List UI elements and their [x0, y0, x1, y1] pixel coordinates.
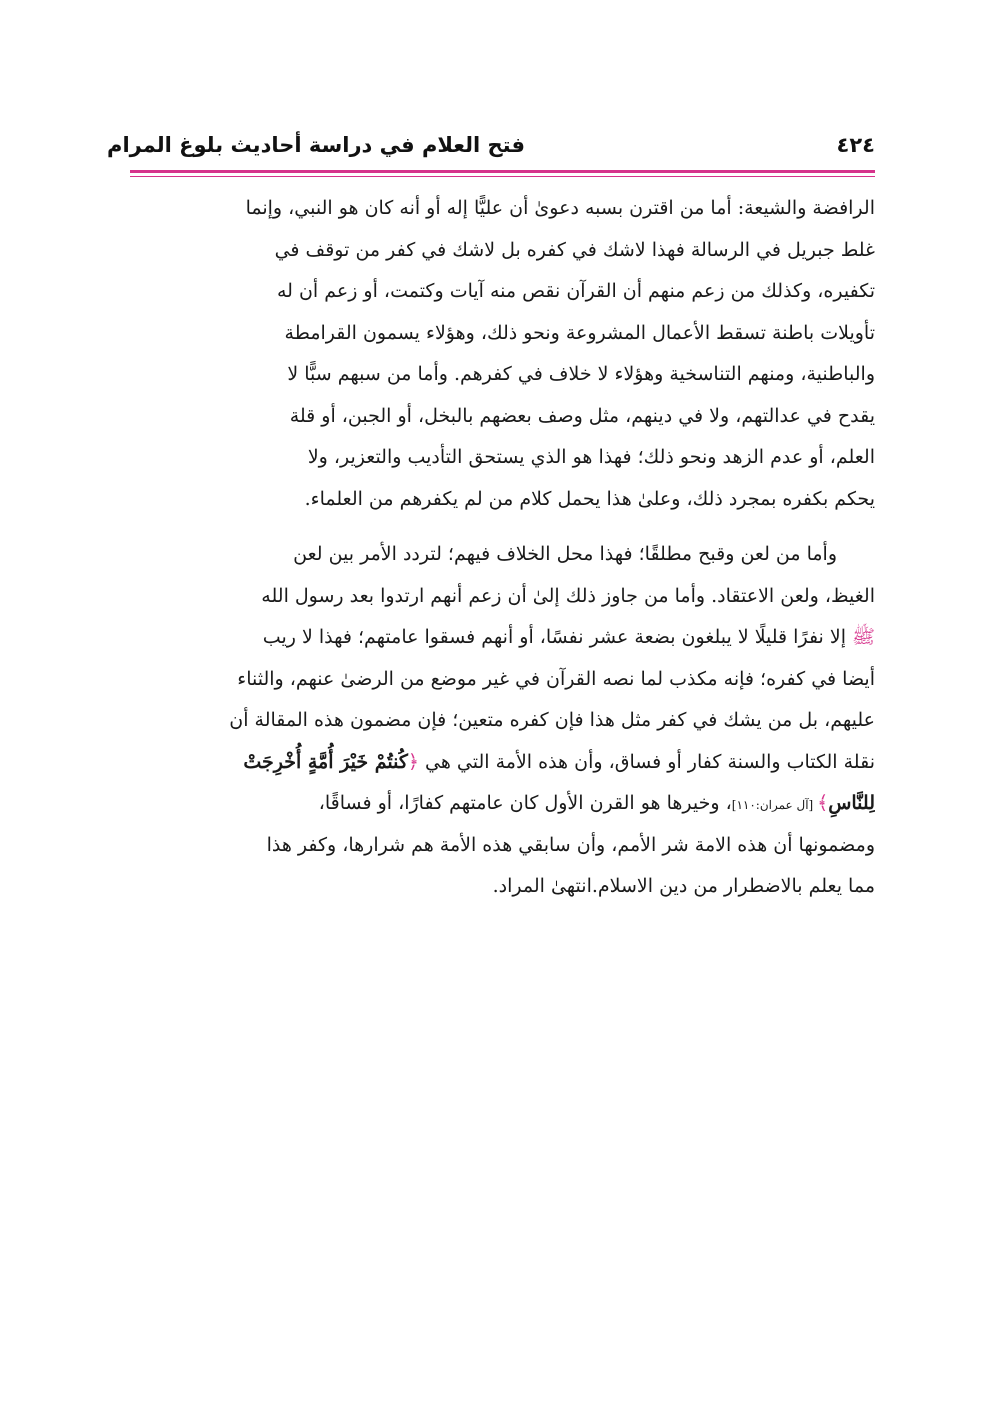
- text-line: [130, 742, 875, 784]
- text-line: ومضمونها أن هذه الامة شر الأمم، وأن سابقي هذه الأمة هم شرارها، وكفر هذا: [266, 833, 875, 856]
- text-line: يحكم بكفره بمجرد ذلك، وعلىٰ هذا يحمل كلام من لم يكفرهم من العلماء.: [304, 487, 875, 510]
- quran-verse: كُنتُمْ خَيْرَ أُمَّةٍ أُخْرِجَتْ: [243, 750, 408, 773]
- quran-bracket-close: ﴾: [817, 792, 829, 814]
- text-line: [130, 783, 875, 825]
- text-line: تكفيره، وكذلك من زعم منهم أن القرآن نقص منه آيات وكتمت، أو زعم أن له: [276, 280, 875, 302]
- quran-bracket-open: ﴿: [407, 750, 419, 773]
- text-line: غلط جبريل في الرسالة فهذا لاشك في كفره بل لاشك في كفر من توقف في: [274, 238, 875, 261]
- verse-citation: [آل عمران:١١٠]: [731, 798, 818, 812]
- page-number: ٤٢٤: [836, 133, 875, 157]
- text-line: [130, 534, 875, 576]
- text-line: الغيظ، ولعن الاعتقاد. وأما من جاوز ذلك إلىٰ أن زعم أنهم ارتدوا بعد رسول الله: [261, 584, 875, 607]
- text-line: يقدح في عدالتهم، ولا في دينهم، مثل وصف بعضهم بالبخل، أو الجبن، أو قلة: [289, 404, 875, 427]
- quran-verse: لِلنَّاسِ: [828, 792, 875, 814]
- text-line: العلم، أو عدم الزهد ونحو ذلك؛ فهذا هو الذي يستحق التأديب والتعزير، ولا: [307, 446, 875, 468]
- paragraph-2: [130, 534, 875, 908]
- running-header: [107, 130, 875, 166]
- paragraph-gap: [130, 520, 875, 534]
- text-segment: نقلة الكتاب والسنة كفار أو فساق، وأن هذه الأمة التي هي: [419, 750, 875, 773]
- text-line: تأويلات باطنة تسقط الأعمال المشروعة ونحو ذلك، وهؤلاء يسمون القرامطة: [284, 321, 875, 344]
- text-line: [130, 617, 875, 659]
- paragraph-1: [130, 188, 875, 520]
- text-segment: إلا نفرًا قليلًا لا يبلغون بضعة عشر نفسًا، أو أنهم فسقوا عامتهم؛ فهذا لا ريب: [262, 626, 853, 648]
- salawat-honorific: ﷺ: [852, 626, 875, 648]
- header-rule-thin: [130, 176, 875, 177]
- text-segment: وأما من لعن وقبح مطلقًا؛ فهذا محل الخلاف فيهم؛ لتردد الأمر بين لعن: [293, 543, 837, 565]
- text-line: الرافضة والشيعة: أما من اقترن بسبه دعوىٰ أن عليًّا إله أو أنه كان هو النبي، وإنما: [245, 197, 875, 219]
- book-title: فتح العلام في دراسة أحاديث بلوغ المرام: [107, 133, 525, 157]
- text-line: عليهم، بل من يشك في كفر مثل هذا فإن كفره متعين؛ فإن مضمون هذه المقالة أن: [229, 709, 875, 731]
- text-line: أيضا في كفره؛ فإنه مكذب لما نصه القرآن في غير موضع من الرضىٰ عنهم، والثناء: [237, 667, 875, 690]
- text-line: مما يعلم بالاضطرار من دين الاسلام.انتهىٰ المراد.: [492, 875, 875, 897]
- header-rule-thick: [130, 170, 875, 173]
- text-line: والباطنية، ومنهم التناسخية وهؤلاء لا خلاف في كفرهم. وأما من سبهم سبًّا لا: [287, 363, 875, 385]
- text-segment: ، وخيرها هو القرن الأول كان عامتهم كفارًا، أو فساقًا،: [318, 792, 732, 814]
- body-text: [130, 188, 875, 908]
